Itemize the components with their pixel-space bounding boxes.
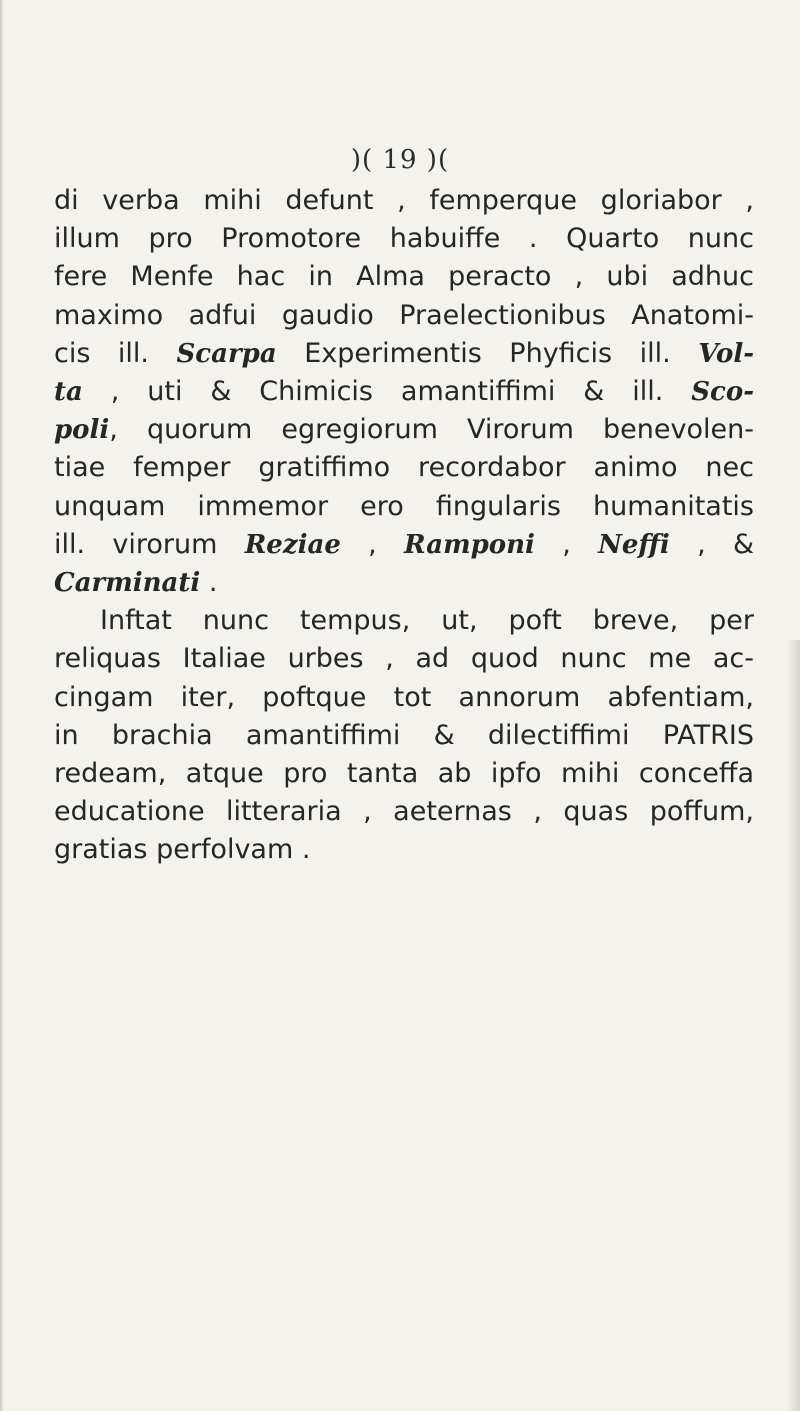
text-run: redeam, atque pro tanta ab ipfo mihi conceffa (54, 758, 754, 790)
text-run: in brachia amantiffimi & dilectiffimi PATRIS (54, 719, 754, 751)
text-line (54, 258, 754, 296)
text-line (54, 717, 754, 755)
text-run: illum pro Promotore habuiffe . Quarto nunc (54, 223, 754, 255)
text-run: , quorum egregiorum Virorum benevolen- (109, 414, 754, 446)
text-line (54, 793, 754, 831)
text-run: educatione litteraria , aeternas , quas poffum, (54, 796, 754, 828)
text-run: , uti & Chimicis amantiffimi & ill. (82, 376, 692, 408)
text-run: cis ill. (54, 337, 177, 369)
text-run: , (534, 528, 599, 560)
text-line (54, 449, 754, 487)
text-line (54, 831, 754, 869)
text-line (54, 335, 754, 373)
text-line (54, 602, 754, 640)
text-line (54, 526, 754, 564)
text-line (54, 488, 754, 526)
text-run: ill. virorum (54, 528, 245, 560)
body-text (54, 182, 754, 870)
italic-name: Ramponi (404, 529, 535, 560)
text-line (54, 679, 754, 717)
italic-name: poli (54, 415, 110, 446)
text-run: tiae femper gratiffimo recordabor animo nec (54, 452, 754, 484)
italic-name: Neffi (598, 529, 670, 560)
text-line (54, 297, 754, 335)
text-run: , & (669, 528, 755, 560)
text-run: cingam iter, poftque tot annorum abfentiam, (54, 681, 754, 713)
text-run: maximo adfui gaudio Praelectionibus Anatomi- (54, 299, 754, 331)
text-line (54, 564, 754, 602)
text-run: di verba mihi defunt , femperque gloriabor , (54, 185, 754, 216)
italic-name: Carminati (54, 568, 201, 599)
italic-name: Vol- (698, 338, 755, 369)
page-right-edge-shadow (786, 640, 800, 1411)
text-line (54, 640, 754, 678)
text-line (54, 220, 754, 258)
italic-name: Sco- (691, 377, 754, 408)
italic-name: Reziae (244, 529, 341, 560)
text-run: , (340, 528, 405, 560)
page-number: )( 19 )( (350, 145, 450, 175)
text-run: . (200, 567, 218, 599)
italic-name: ta (54, 377, 83, 408)
text-run: Inftat nunc tempus, ut, poft breve, per (100, 605, 754, 637)
text-run: reliquas Italiae urbes , ad quod nunc me ac- (54, 643, 754, 675)
italic-name: Scarpa (176, 338, 277, 369)
text-line (54, 373, 754, 411)
text-line (54, 411, 754, 449)
text-run: fere Menfe hac in Alma peracto , ubi adhuc (54, 261, 754, 293)
page-left-edge-shadow (0, 0, 4, 1411)
text-run: Experimentis Phyficis ill. (276, 337, 699, 369)
text-line (54, 182, 754, 220)
text-line (54, 755, 754, 793)
text-run: gratias perfolvam . (54, 834, 311, 866)
text-run: unquam immemor ero fingularis humanitatis (54, 490, 754, 522)
